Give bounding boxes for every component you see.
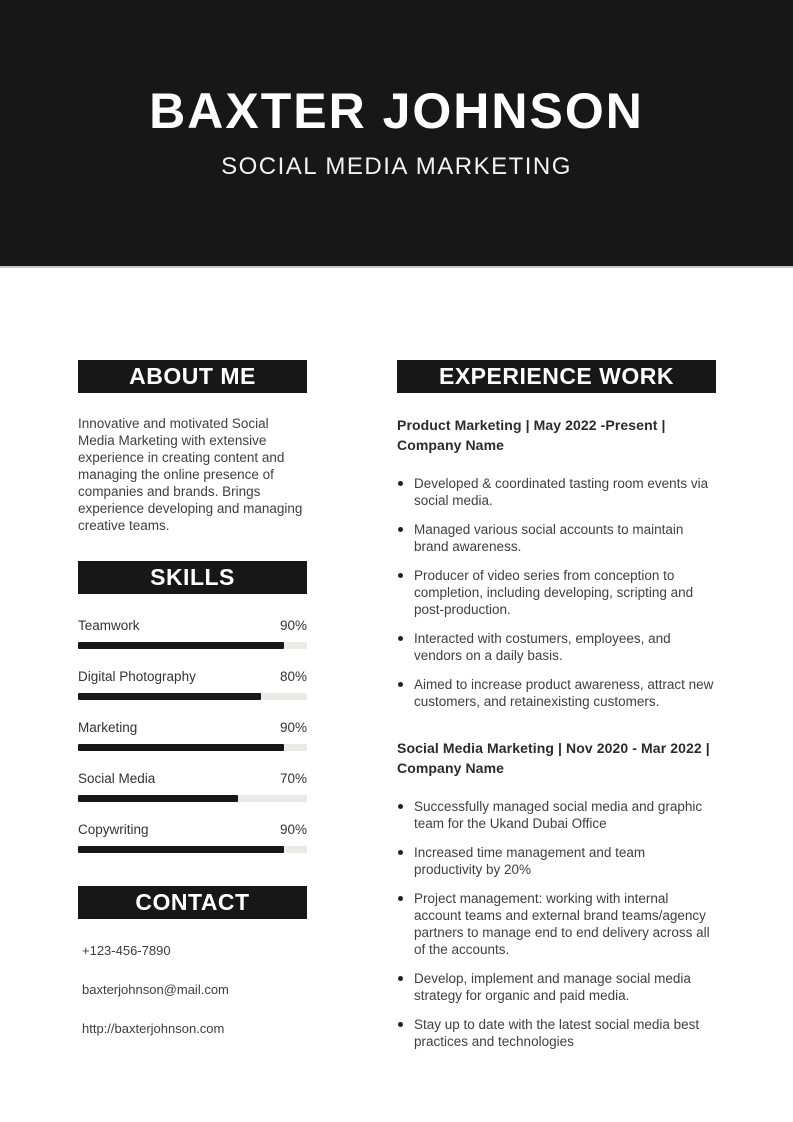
- job-title: Product Marketing | May 2022 -Present | Company Name: [397, 417, 666, 453]
- job-entry-social-media-marketing: [397, 738, 716, 1050]
- contact-list: [78, 943, 307, 1036]
- right-column: [397, 360, 716, 1062]
- contact-section: [78, 886, 307, 1036]
- skill-progress-fill: [78, 693, 261, 700]
- skill-label: Digital Photography: [78, 669, 196, 684]
- about-section: [78, 360, 307, 534]
- contact-phone: +123-456-7890: [82, 943, 171, 958]
- skill-percent: 90%: [279, 822, 307, 837]
- experience-heading: EXPERIENCE WORK: [397, 360, 716, 393]
- skill-percent: 70%: [279, 771, 307, 786]
- about-heading: ABOUT ME: [78, 360, 307, 393]
- skill-progress-fill: [78, 846, 284, 853]
- skills-heading: SKILLS: [78, 561, 307, 594]
- skill-label: Social Media: [78, 771, 156, 786]
- skill-progress-bar: [78, 846, 307, 853]
- skill-item-digital-photography: [78, 669, 307, 700]
- job-bullet: Interacted with costumers, employees, and vendors on a daily basis.: [397, 630, 716, 664]
- skill-item-teamwork: [78, 618, 307, 649]
- job-bullet: Stay up to date with the latest social media best practices and technologies: [397, 1016, 716, 1050]
- content-columns: [0, 268, 793, 1062]
- job-entry-product-marketing: [397, 415, 716, 710]
- skill-label: Copywriting: [78, 822, 149, 837]
- person-job-title: SOCIAL MEDIA MARKETING: [221, 152, 572, 180]
- job-bullet: Producer of video series from conception to completion, including developing, scripting and post-production.: [397, 567, 716, 618]
- skill-progress-bar: [78, 795, 307, 802]
- job-bullet-list: [397, 475, 716, 710]
- skill-item-social-media: [78, 771, 307, 802]
- left-column: [78, 360, 307, 1062]
- skill-label: Marketing: [78, 720, 138, 735]
- job-bullet: Managed various social accounts to maintain brand awareness.: [397, 521, 716, 555]
- contact-email: baxterjohnson@mail.com: [82, 982, 229, 997]
- skill-item-marketing: [78, 720, 307, 751]
- skill-percent: 90%: [279, 720, 307, 735]
- hero-header: [0, 0, 793, 268]
- skill-progress-fill: [78, 795, 238, 802]
- skill-progress-bar: [78, 693, 307, 700]
- skills-section: [78, 561, 307, 853]
- skill-progress-bar: [78, 744, 307, 751]
- skill-item-copywriting: [78, 822, 307, 853]
- job-bullet: Successfully managed social media and graphic team for the Ukand Dubai Office: [397, 798, 716, 832]
- contact-heading: CONTACT: [78, 886, 307, 919]
- contact-website: http://baxterjohnson.com: [82, 1021, 225, 1036]
- job-title: Social Media Marketing | Nov 2020 - Mar 2022 | Company Name: [397, 740, 710, 776]
- job-bullet: Developed & coordinated tasting room events via social media.: [397, 475, 716, 509]
- skill-label: Teamwork: [78, 618, 140, 633]
- skill-progress-fill: [78, 642, 284, 649]
- job-bullet: Increased time management and team productivity by 20%: [397, 844, 716, 878]
- skill-percent: 90%: [279, 618, 307, 633]
- job-bullet: Project management: working with internal account teams and external brand teams/agency partners to manage end to end delivery across all of the accounts.: [397, 890, 716, 958]
- skill-percent: 80%: [279, 669, 307, 684]
- skill-progress-bar: [78, 642, 307, 649]
- job-bullet: Aimed to increase product awareness, attract new customers, and retainexisting customers.: [397, 676, 716, 710]
- job-bullet-list: [397, 798, 716, 1050]
- about-text: Innovative and motivated Social Media Marketing with extensive experience in creating content and managing the online presence of companies and brands. Brings experience developing and managing creative teams.: [78, 416, 303, 533]
- job-bullet: Develop, implement and manage social media strategy for organic and paid media.: [397, 970, 716, 1004]
- skills-list: [78, 618, 307, 853]
- skill-progress-fill: [78, 744, 284, 751]
- person-name: BAXTER JOHNSON: [149, 82, 644, 139]
